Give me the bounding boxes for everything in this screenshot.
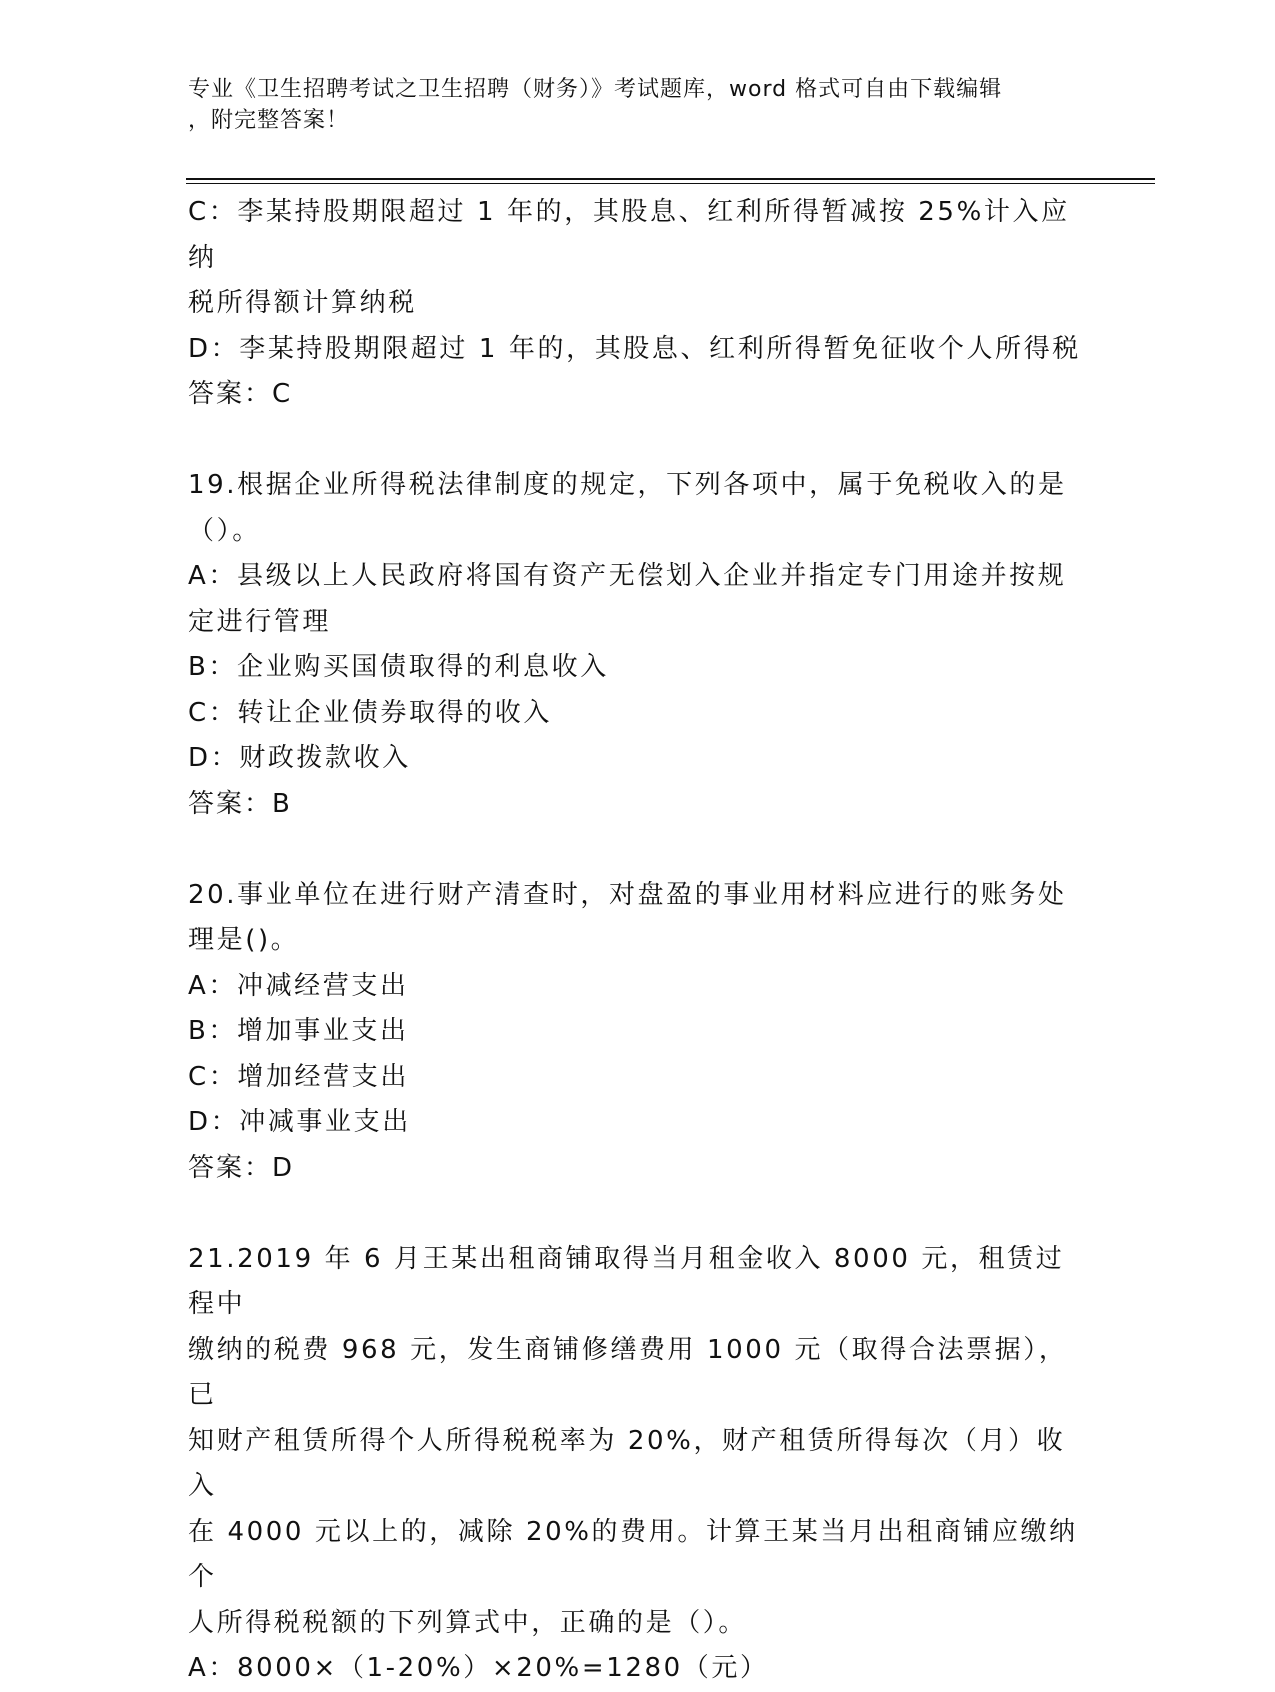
header-divider-thick bbox=[186, 178, 1155, 180]
q18-option-c-line-2: 税所得额计算纳税 bbox=[188, 288, 417, 318]
q20-option-b: B：增加事业支出 bbox=[188, 1016, 409, 1046]
q18-option-d: D：李某持股期限超过 1 年的，其股息、红利所得暂免征收个人所得税 bbox=[188, 333, 1081, 364]
header-line-2: ，附完整答案！ bbox=[188, 108, 350, 133]
q19-answer: 答案：B bbox=[188, 788, 292, 819]
spacer bbox=[188, 827, 1088, 873]
q19-option-b: B：企业购买国债取得的利息收入 bbox=[188, 652, 609, 682]
q20-stem-line-2: 理是()。 bbox=[188, 925, 300, 955]
q20-option-d: D：冲减事业支出 bbox=[188, 1107, 411, 1137]
document-body bbox=[188, 190, 1088, 1692]
question-21-block bbox=[188, 1237, 1088, 1692]
question-19-block bbox=[188, 463, 1088, 827]
q19-stem-line-2: （）。 bbox=[188, 515, 261, 546]
document-header bbox=[188, 74, 1068, 136]
q18-answer: 答案：C bbox=[188, 379, 293, 409]
q21-stem-line-1: 21.2019 年 6 月王某出租商铺取得当月租金收入 8000 元，租赁过程中 bbox=[188, 1243, 1065, 1319]
q21-option-a: A：8000×（1-20%）×20%=1280（元） bbox=[188, 1653, 769, 1683]
spacer bbox=[188, 1191, 1088, 1237]
q19-option-c: C：转让企业债券取得的收入 bbox=[188, 697, 552, 728]
q21-stem-line-2: 缴纳的税费 968 元，发生商铺修缮费用 1000 元（取得合法票据），已 bbox=[188, 1334, 1068, 1410]
spacer bbox=[188, 418, 1088, 464]
q19-option-a-line-1: A：县级以上人民政府将国有资产无偿划入企业并指定专门用途并按规 bbox=[188, 561, 1067, 591]
q18-option-c-line-1: C：李某持股期限超过 1 年的，其股息、红利所得暂减按 25%计入应纳 bbox=[188, 197, 1070, 273]
q21-stem-line-5: 人所得税税额的下列算式中，正确的是（）。 bbox=[188, 1607, 748, 1638]
q19-stem-line-1: 19.根据企业所得税法律制度的规定，下列各项中，属于免税收入的是 bbox=[188, 470, 1067, 500]
q19-option-d: D：财政拨款收入 bbox=[188, 743, 411, 773]
question-18-block bbox=[188, 190, 1088, 418]
q20-option-c: C：增加经营支出 bbox=[188, 1061, 409, 1092]
q20-answer: 答案：D bbox=[188, 1152, 295, 1183]
q21-stem-line-3: 知财产租赁所得个人所得税税率为 20%，财产租赁所得每次（月）收入 bbox=[188, 1425, 1066, 1501]
question-20-block bbox=[188, 873, 1088, 1192]
q20-stem-line-1: 20.事业单位在进行财产清查时，对盘盈的事业用材料应进行的账务处 bbox=[188, 879, 1067, 910]
q20-option-a: A：冲减经营支出 bbox=[188, 970, 409, 1001]
q21-stem-line-4: 在 4000 元以上的，减除 20%的费用。计算王某当月出租商铺应缴纳个 bbox=[188, 1516, 1078, 1592]
q19-option-a-line-2: 定进行管理 bbox=[188, 606, 332, 637]
header-line-1: 专业《卫生招聘考试之卫生招聘（财务）》考试题库，word 格式可自由下载编辑 bbox=[188, 77, 1003, 102]
header-divider-thin bbox=[186, 183, 1155, 184]
